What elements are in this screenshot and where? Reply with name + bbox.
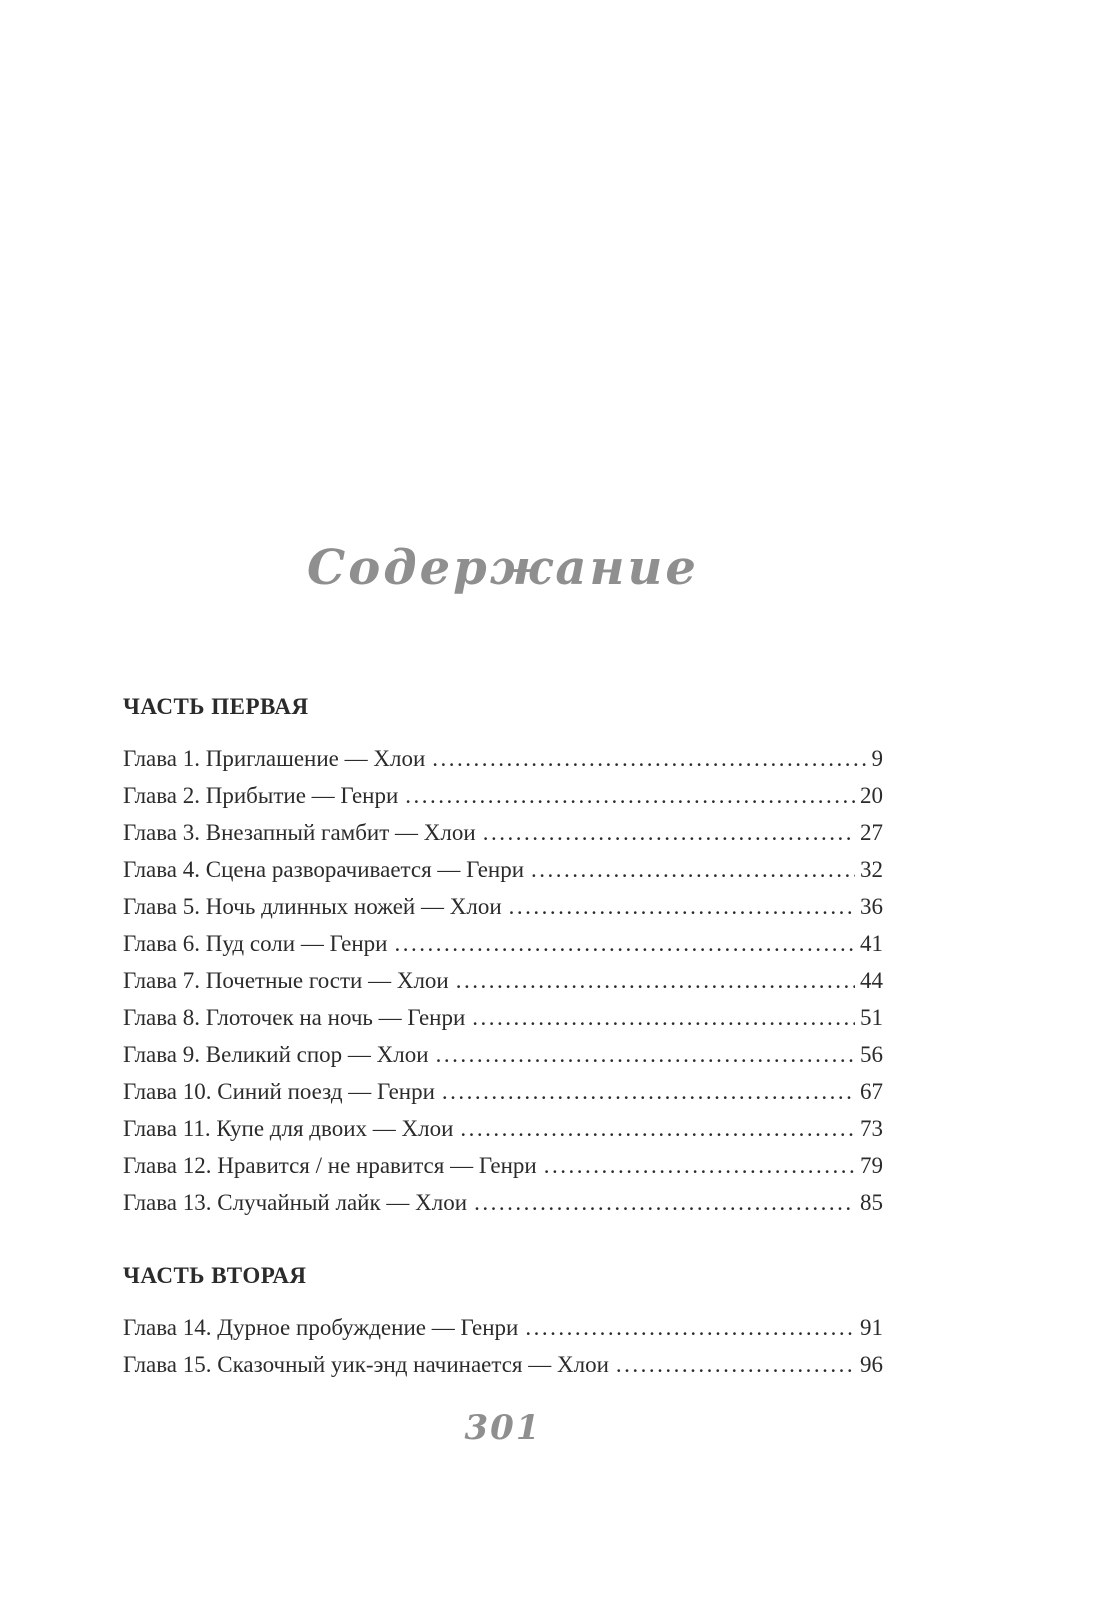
- toc-section: [123, 694, 883, 1221]
- toc-entry-page: 27: [860, 820, 883, 845]
- toc-entry-label: Глава 1. Приглашение — Хлои: [123, 746, 426, 771]
- toc-entry-page: 56: [860, 1042, 883, 1067]
- toc-entry-page: 85: [860, 1190, 883, 1215]
- toc-entry-label: Глава 2. Прибытие — Генри: [123, 783, 399, 808]
- toc-entry: [123, 814, 883, 851]
- dot-leader: [616, 1346, 855, 1383]
- toc-entry: [123, 1073, 883, 1110]
- toc-entry-label: Глава 10. Синий поезд — Генри: [123, 1079, 435, 1104]
- dot-leader: [456, 962, 855, 999]
- dot-leader: [442, 1073, 855, 1110]
- toc-section: [123, 1263, 883, 1383]
- toc-entry: [123, 1110, 883, 1147]
- dot-leader: [525, 1309, 855, 1346]
- toc-entry-label: Глава 6. Пуд соли — Генри: [123, 931, 388, 956]
- toc-entry-label: Глава 8. Глоточек на ночь — Генри: [123, 1005, 466, 1030]
- toc-entry-page: 41: [860, 931, 883, 956]
- toc-entry: [123, 888, 883, 925]
- dot-leader: [436, 1036, 855, 1073]
- toc-entry: [123, 999, 883, 1036]
- toc-entry-page: 67: [860, 1079, 883, 1104]
- toc-entry: [123, 851, 883, 888]
- toc-entry: [123, 1147, 883, 1184]
- dot-leader: [460, 1110, 855, 1147]
- toc-entry-label: Глава 7. Почетные гости — Хлои: [123, 968, 449, 993]
- toc-entry-page: 91: [860, 1315, 883, 1340]
- toc-entry-label: Глава 14. Дурное пробуждение — Генри: [123, 1315, 519, 1340]
- dot-leader: [472, 999, 855, 1036]
- toc-entry-label: Глава 9. Великий спор — Хлои: [123, 1042, 429, 1067]
- toc-entry-label: Глава 11. Купе для двоих — Хлои: [123, 1116, 454, 1141]
- toc-entry-page: 36: [860, 894, 883, 919]
- dot-leader: [432, 740, 866, 777]
- dot-leader: [405, 777, 855, 814]
- toc-entry-page: 73: [860, 1116, 883, 1141]
- section-heading: ЧАСТЬ ПЕРВАЯ: [123, 694, 309, 719]
- page-title: Содержание: [307, 540, 699, 596]
- dot-leader: [509, 888, 855, 925]
- toc-entry-page: 9: [871, 746, 883, 771]
- section-heading: ЧАСТЬ ВТОРАЯ: [123, 1263, 307, 1288]
- toc-entry-page: 32: [860, 857, 883, 882]
- page-number: 301: [464, 1408, 542, 1448]
- toc-entry-label: Глава 13. Случайный лайк — Хлои: [123, 1190, 468, 1215]
- toc-entry: [123, 925, 883, 962]
- toc-entry-page: 51: [860, 1005, 883, 1030]
- toc-entry-page: 79: [860, 1153, 883, 1178]
- toc-entry: [123, 1036, 883, 1073]
- toc-entry-page: 96: [860, 1352, 883, 1377]
- toc-entry-page: 20: [860, 783, 883, 808]
- toc-entry-label: Глава 3. Внезапный гамбит — Хлои: [123, 820, 476, 845]
- dot-leader: [483, 814, 855, 851]
- toc-entry: [123, 1309, 883, 1346]
- toc-entry: [123, 740, 883, 777]
- toc-entry-label: Глава 5. Ночь длинных ножей — Хлои: [123, 894, 502, 919]
- toc-entry-label: Глава 4. Сцена разворачивается — Генри: [123, 857, 525, 882]
- dot-leader: [474, 1184, 855, 1221]
- toc-entry-label: Глава 15. Сказочный уик-энд начинается — Хлои: [123, 1352, 609, 1377]
- toc-sections: [123, 694, 883, 1383]
- toc-content: [123, 540, 883, 1383]
- toc-entry: [123, 777, 883, 814]
- toc-entry-page: 44: [860, 968, 883, 993]
- dot-leader: [544, 1147, 855, 1184]
- dot-leader: [394, 925, 855, 962]
- toc-entry: [123, 962, 883, 999]
- toc-entry-label: Глава 12. Нравится / не нравится — Генри: [123, 1153, 537, 1178]
- toc-entry: [123, 1184, 883, 1221]
- dot-leader: [531, 851, 855, 888]
- toc-entry: [123, 1346, 883, 1383]
